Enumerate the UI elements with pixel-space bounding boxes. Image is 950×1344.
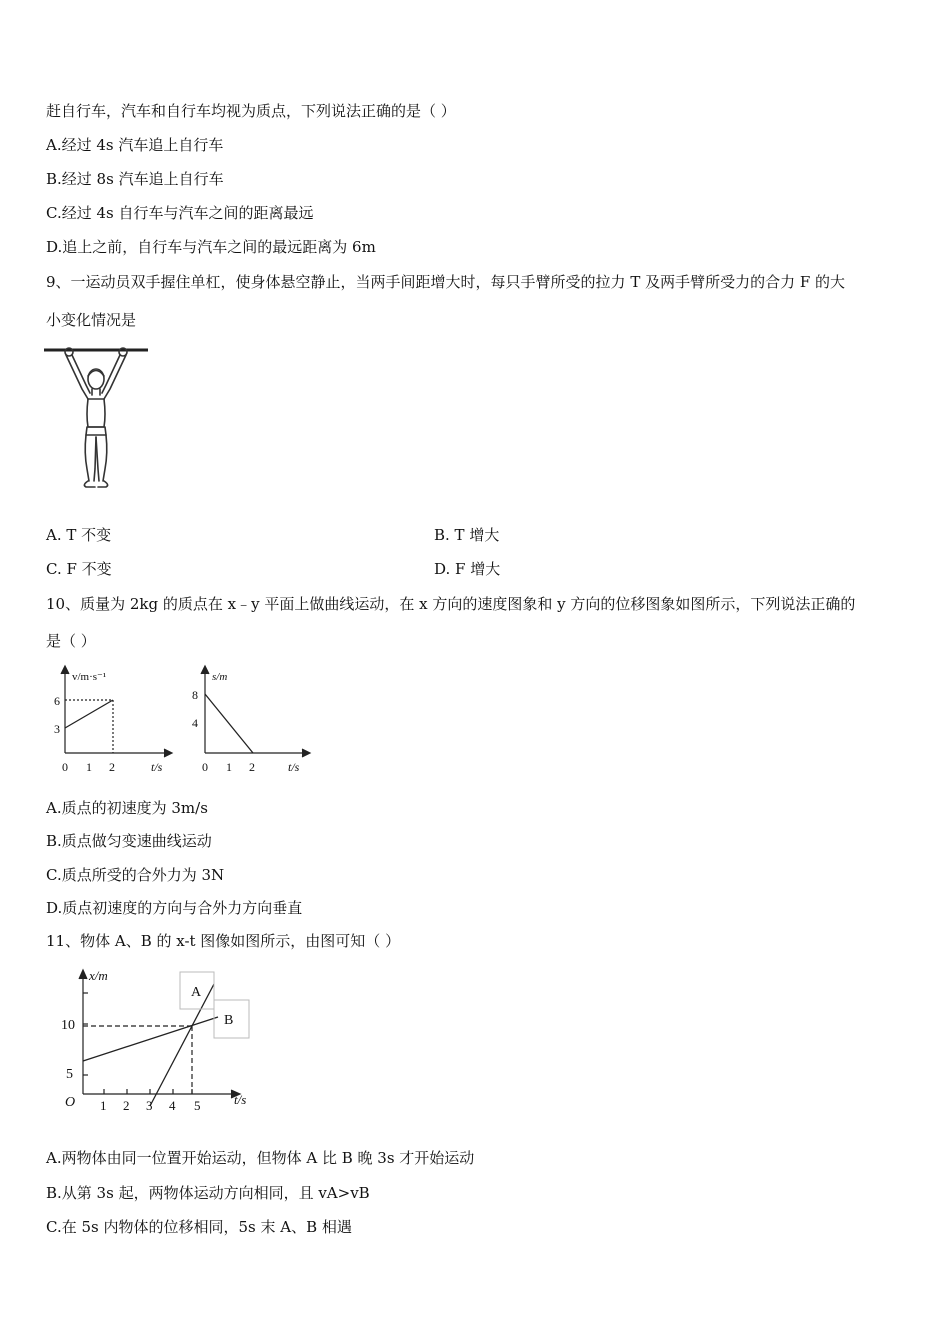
q10-s-xtick-0: 0: [202, 760, 208, 774]
q10-v-ytick-3: 3: [54, 722, 60, 736]
q11-ylabel: x/m: [89, 968, 108, 983]
q11-option-c: C.在 5s 内物体的位移相同，5s 末 A、B 相遇: [46, 1218, 352, 1236]
q9-option-d: D. F 增大: [434, 560, 501, 578]
q10-option-c: C.质点所受的合外力为 3N: [46, 866, 225, 884]
q11-label-b: B: [224, 1013, 234, 1028]
q10-v-xlabel: t/s: [151, 760, 163, 774]
q11-xtick-2: 2: [123, 1098, 130, 1113]
q10-stem-line1: 10、质量为 2kg 的质点在 x﹣y 平面上做曲线运动，在 x 方向的速度图象和 y 方向的位移图象如图所示，下列说法正确的: [46, 595, 856, 613]
q10-s-ytick-8: 8: [192, 688, 198, 702]
q10-v-xtick-0: 0: [62, 760, 68, 774]
q10-s-xtick-1: 1: [226, 760, 232, 774]
q11-ytick-5: 5: [66, 1067, 73, 1082]
q9-option-c: C. F 不变: [46, 560, 112, 578]
q11-option-b: B.从第 3s 起，两物体运动方向相同，且 vA>vB: [46, 1184, 370, 1202]
q10-s-ytick-4: 4: [192, 716, 198, 730]
q10-s-xlabel: t/s: [288, 760, 300, 774]
q10-option-b: B.质点做匀变速曲线运动: [46, 832, 212, 850]
q11-xtick-3: 3: [146, 1098, 153, 1113]
q10-displacement-graph: [188, 660, 313, 778]
q11-xtick-5: 5: [194, 1098, 201, 1113]
q11-xtick-1: 1: [100, 1098, 107, 1113]
q9-option-b: B. T 增大: [434, 526, 500, 544]
q9-stem-line2: 小变化情况是: [46, 311, 137, 329]
q10-v-ylabel: v/m·s⁻¹: [72, 671, 107, 683]
q10-v-ytick-6: 6: [54, 694, 60, 708]
q8-option-b: B.经过 8s 汽车追上自行车: [46, 170, 224, 188]
q10-s-xtick-2: 2: [249, 760, 255, 774]
q8-option-a: A.经过 4s 汽车追上自行车: [46, 136, 224, 154]
q10-v-xtick-1: 1: [86, 760, 92, 774]
q9-option-a: A. T 不变: [46, 526, 112, 544]
q11-xt-graph: [56, 962, 266, 1114]
q9-stem-line1: 9、一运动员双手握住单杠，使身体悬空静止，当两手间距增大时，每只手臂所受的拉力 T 及两手臂所受力的合力 F 的大: [46, 273, 846, 291]
q11-ytick-10: 10: [61, 1018, 75, 1033]
q11-xtick-4: 4: [169, 1098, 176, 1113]
q10-v-xtick-2: 2: [109, 760, 115, 774]
q8-option-c: C.经过 4s 自行车与汽车之间的距离最远: [46, 204, 314, 222]
q10-s-ylabel: s/m: [212, 671, 228, 683]
q11-origin: O: [65, 1095, 76, 1110]
gymnast-figure: [44, 343, 150, 491]
q10-option-d: D.质点初速度的方向与合外力方向垂直: [46, 899, 303, 917]
q11-stem: 11、物体 A、B 的 x-t 图像如图所示，由图可知（ ）: [46, 932, 401, 950]
q11-label-a: A: [191, 985, 202, 1000]
q8-option-d: D.追上之前，自行车与汽车之间的最远距离为 6m: [46, 238, 376, 256]
q11-option-a: A.两物体由同一位置开始运动，但物体 A 比 B 晚 3s 才开始运动: [46, 1149, 475, 1167]
q11-xlabel: t/s: [234, 1092, 247, 1107]
q10-stem-line2: 是（ ）: [46, 632, 96, 650]
q8-stem: 赶自行车，汽车和自行车均视为质点，下列说法正确的是（ ）: [46, 102, 456, 120]
q10-option-a: A.质点的初速度为 3m/s: [46, 799, 208, 817]
q10-velocity-graph: [46, 660, 176, 778]
